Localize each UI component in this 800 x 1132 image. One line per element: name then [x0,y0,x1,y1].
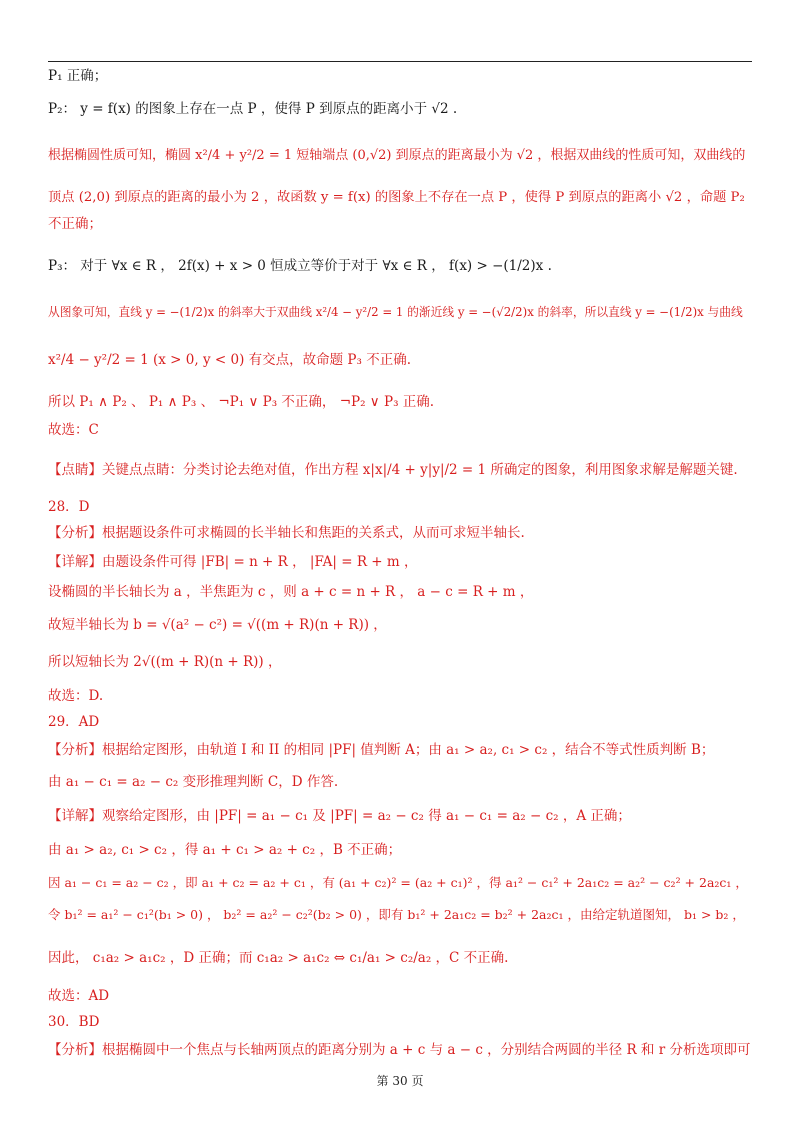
text-line: 【分析】根据给定图形，由轨道 I 和 II 的相同 |PF| 值判断 A；由 a₁ > a₂, c₁ > c₂ ，结合不等式性质判断 B； [48,742,715,758]
text-line: 故短半轴长为 b = √(a² − c²) = √((m + R)(n + R)) ， [48,617,387,633]
text-line: 由 a₁ > a₂, c₁ > c₂ ，得 a₁ + c₁ > a₂ + c₂ ，B 不正确； [48,842,402,858]
text-line: P₂： y = f(x) 的图象上存在一点 P ，使得 P 到原点的距离小于 √2 . [48,101,458,117]
text-line: 故选：D. [48,688,104,704]
text-line: 不正确； [48,216,102,232]
text-line: 【点睛】关键点点睛：分类讨论去绝对值，作出方程 x|x|/4 + y|y|/2 = 1 所确定的图象，利用图象求解是解题关键. [48,462,738,478]
page-number: 第 30 页 [376,1074,424,1088]
question-number: 29．AD [48,714,100,730]
text-line: 根据椭圆性质可知，椭圆 x²/4 + y²/2 = 1 短轴端点 (0,√2) 到原点的距离最小为 √2 ，根据双曲线的性质可知，双曲线的 [48,148,746,163]
text-line: 所以 P₁ ∧ P₂ 、 P₁ ∧ P₃ 、 ¬P₁ ∨ P₃ 不正确， ¬P₂ ∨ P₃ 正确. [48,394,435,410]
text-line: 所以短轴长为 2√((m + R)(n + R)) ， [48,654,282,670]
text-line: 故选：C [48,422,99,438]
text-line: 从图象可知，直线 y = −(1/2)x 的斜率大于双曲线 x²/4 − y²/2 = 1 的渐近线 y = −(√2/2)x 的斜率，所以直线 y = −(1/2)x 与曲线 [48,305,743,319]
text-line: 由 a₁ − c₁ = a₂ − c₂ 变形推理判断 C，D 作答. [48,774,339,790]
question-number: 28．D [48,499,90,515]
text-line: 顶点 (2,0) 到原点的距离的最小为 2 ，故函数 y = f(x) 的图象上不存在一点 P ，使得 P 到原点的距离小 √2 ，命题 P₂ [48,190,745,205]
text-line: P₁ 正确； [48,68,108,84]
header-rule [48,61,752,62]
text-line: 【分析】根据题设条件可求椭圆的长半轴长和焦距的关系式，从而可求短半轴长. [48,525,525,541]
text-line: 【详解】观察给定图形，由 |PF| = a₁ − c₁ 及 |PF| = a₂ − c₂ 得 a₁ − c₁ = a₂ − c₂ ，A 正确； [48,808,631,824]
text-line: 令 b₁² = a₁² − c₁²(b₁ > 0) ， b₂² = a₂² − c₂²(b₂ > 0) ，即有 b₁² + 2a₁c₂ = b₂² + 2a₂c₁ ，由给定轨道图知， b₁ > b₂ ， [48,907,745,922]
text-line: 设椭圆的半长轴长为 a ，半焦距为 c ，则 a + c = n + R ， a − c = R + m ， [48,584,534,600]
text-line: P₃： 对于 ∀x ∈ R ， 2f(x) + x > 0 恒成立等价于对于 ∀x ∈ R ， f(x) > −(1/2)x . [48,258,552,274]
text-line: x²/4 − y²/2 = 1 (x > 0, y < 0) 有交点，故命题 P₃ 不正确. [48,352,411,368]
text-line: 因此， c₁a₂ > a₁c₂ ，D 正确；而 c₁a₂ > a₁c₂ ⇔ c₁/a₁ > c₂/a₂ ，C 不正确. [48,950,509,966]
text-line: 故选：AD [48,988,110,1004]
question-number: 30．BD [48,1014,100,1030]
text-line: 【详解】由题设条件可得 |FB| = n + R ， |FA| = R + m ， [48,554,418,570]
text-line: 【分析】根据椭圆中一个焦点与长轴两顶点的距离分别为 a + c 与 a − c ，分别结合两圆的半径 R 和 r 分析选项即可 [48,1042,751,1058]
text-line: 因 a₁ − c₁ = a₂ − c₂ ，即 a₁ + c₂ = a₂ + c₁ ，有 (a₁ + c₂)² = (a₂ + c₁)² ，得 a₁² − c₁² + 2a₁c₂ = a₂² − c₂² + 2a₂c₁ ， [48,875,748,890]
